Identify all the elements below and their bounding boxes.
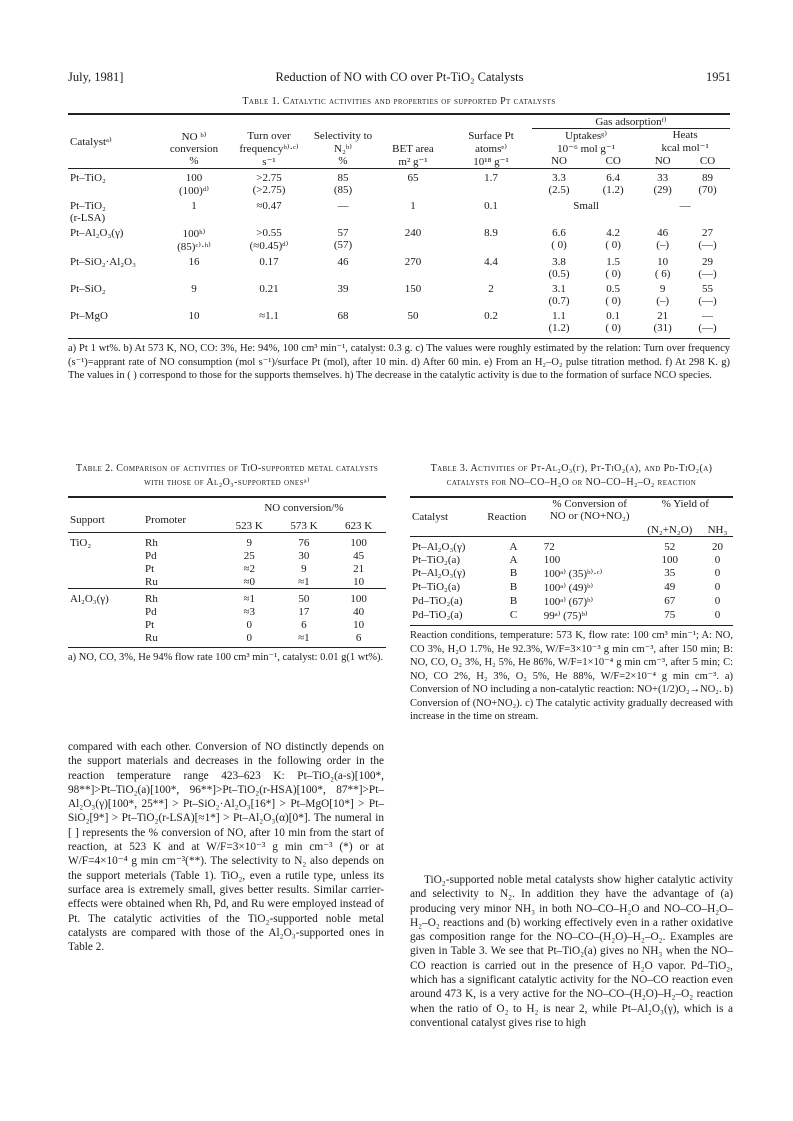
cell-support: TiO₂ — [70, 537, 92, 549]
cell-heat-no: 10 ( 6) — [654, 256, 671, 280]
cell-conversion: 100 — [543, 554, 561, 566]
cell-523k: ≈0 — [243, 576, 255, 588]
cell-no-conversion: 10 — [188, 310, 200, 322]
th-uptake-no: NO — [551, 155, 567, 167]
header-title: Reduction of NO with CO over Pt-TiO₂ Catalysts — [275, 70, 524, 84]
cell-catalyst: Pt–TiO₂(a) — [412, 581, 461, 593]
cell-heat-co: 29 (—) — [698, 256, 717, 280]
table-row — [68, 307, 730, 334]
table-3-grid — [410, 496, 733, 622]
cell-selectivity: — — [337, 200, 349, 212]
th-573k: 573 K — [290, 520, 318, 532]
cell-yield-n2: 100 — [661, 554, 679, 566]
cell-surface-pt: 4.4 — [484, 256, 498, 268]
table-row — [410, 553, 733, 566]
th-promoter: Promoter — [145, 514, 186, 526]
cell-catalyst: Pt–Al₂O₃(γ) — [412, 541, 466, 553]
cell-conversion: 100ᵃ⁾ (67)ᵇ⁾ — [543, 596, 594, 608]
cell-623k: 6 — [355, 632, 362, 644]
cell-bet: 270 — [404, 256, 422, 268]
table-3-caption: Table 3. Activities of Pt-Al₂O₃(γ), Pt-TiO₂(a), and Pd-TiO₂(a) catalysts for NO–CO–H₂O or NO–CO–H₂–O₂ reaction — [430, 463, 713, 488]
cell-promoter: Pd — [145, 550, 157, 562]
cell-catalyst: Pt–TiO₂(a) — [412, 554, 461, 566]
cell-bet: 65 — [407, 172, 419, 184]
cell-support — [68, 618, 143, 631]
cell-catalyst: Pt–Al₂O₃(γ) — [412, 567, 466, 579]
cell-selectivity: 85 (85) — [333, 172, 353, 196]
cell-reaction: A — [509, 554, 518, 566]
th-selectivity: Selectivity to N₂ᵇ⁾ — [313, 130, 373, 155]
cell-reaction: C — [509, 609, 518, 621]
table-2-grid — [68, 496, 386, 644]
cell-623k: 100 — [350, 593, 367, 605]
cell-uptake-no: 3.8 (0.5) — [548, 256, 570, 280]
cell-573k: 30 — [298, 550, 310, 562]
cell-heats: — — [679, 200, 691, 212]
cell-catalyst: Pt–Al₂O₃(γ) — [70, 227, 124, 239]
cell-support — [68, 562, 143, 575]
cell-support — [68, 549, 143, 562]
cell-heat-co: 27 (—) — [698, 227, 717, 251]
cell-surface-pt: 0.2 — [484, 310, 498, 322]
table-row — [68, 253, 730, 280]
cell-catalyst: Pd–TiO₂(a) — [412, 609, 463, 621]
cell-623k: 40 — [353, 606, 365, 618]
table-row — [68, 605, 386, 618]
cell-uptake-no: 3.3 (2.5) — [548, 172, 570, 196]
cell-selectivity: 46 — [337, 256, 349, 268]
cell-uptake-no: 6.6 ( 0) — [551, 227, 567, 251]
cell-selectivity: 39 — [337, 283, 349, 295]
th-reaction: Reaction — [487, 511, 527, 523]
paragraph: TiO₂-supported noble metal catalysts show higher catalytic activity and selectivity to N₂. In addition they have the advantage of (a) producing very minor NH₃ in both NO–CO–H₂O and NO–CO–H₂O–H₂–O₂ reactions and (b) working effectively even in a rather oxidative gas composition range for the NO–CO–(H₂O)–H₂–O₂. Examples are given in Table 3. We see that Pt–TiO₂(a) gives no NH₃ when the NO–CO reaction is carried out in the presence of H₂O vapor. Pd–TiO₂, which has a significant catalytic activity for the NO–CO reaction even around 473 K, is a very active for the NO–CO–(H₂O)–H₂–O₂ reaction when the ratio of O₂ to H₂ is near 2, while Pt–Al₂O₃(γ), which is a conventional catalyst gives rise to high — [410, 874, 733, 1029]
cell-523k: ≈2 — [243, 563, 255, 575]
table-row — [68, 169, 730, 198]
cell-573k: 6 — [301, 619, 307, 631]
cell-bet: 150 — [404, 283, 422, 295]
cell-reaction: B — [509, 567, 518, 579]
th-bet-unit: m² g⁻¹ — [398, 156, 428, 168]
cell-523k: ≈3 — [243, 606, 255, 618]
cell-623k: 10 — [353, 619, 365, 631]
table-row — [68, 197, 730, 224]
th-catalyst: Catalystᵃ⁾ — [70, 136, 112, 148]
cell-surface-pt: 2 — [488, 283, 494, 295]
cell-573k: 17 — [298, 606, 310, 618]
table-row — [68, 575, 386, 589]
cell-bet: 240 — [404, 227, 422, 239]
cell-surface-pt: 1.7 — [484, 172, 498, 184]
th-n2-n2o: (N₂+N₂O) — [647, 524, 693, 536]
cell-523k: 0 — [246, 632, 252, 644]
th-surface-pt: Surface Pt atomsᵉ⁾ — [468, 130, 514, 155]
th-uptake-co: CO — [605, 155, 621, 167]
cell-no-conversion: 16 — [188, 256, 200, 268]
cell-catalyst: Pt–TiO₂ — [70, 172, 106, 184]
table-1-caption: Table 1. Catalytic activities and properties of supported Pt catalysts — [242, 96, 556, 107]
table-row — [68, 549, 386, 562]
th-heats: Heats kcal mol⁻¹ — [661, 129, 709, 154]
cell-conversion: 100ᵃ⁾ (49)ᵇ⁾ — [543, 582, 594, 594]
th-sel-unit: % — [338, 155, 348, 167]
cell-uptake-no: 1.1 (1.2) — [548, 310, 570, 334]
table-row — [410, 566, 733, 580]
cell-yield-nh3: 0 — [714, 581, 721, 593]
cell-promoter: Pt — [145, 563, 155, 575]
cell-heat-no: 21 (31) — [653, 310, 672, 334]
th-no-conv-unit: % — [189, 155, 199, 167]
cell-yield-n2: 75 — [664, 609, 676, 621]
cell-yield-nh3: 0 — [714, 595, 721, 607]
cell-promoter: Ru — [145, 632, 158, 644]
cell-heat-co: 89 (70) — [698, 172, 717, 196]
running-header — [68, 70, 731, 90]
cell-uptake-no: 3.1 (0.7) — [548, 283, 570, 307]
cell-623k: 100 — [350, 537, 367, 549]
header-page-number: 1951 — [706, 70, 731, 84]
table-row — [410, 594, 733, 608]
cell-yield-n2: 67 — [664, 595, 676, 607]
th-gas-adsorption: Gas adsorptionᶠ⁾ — [532, 114, 730, 129]
cell-tof: ≈1.1 — [259, 310, 279, 322]
table-row — [410, 608, 733, 622]
cell-reaction: B — [509, 595, 518, 607]
cell-selectivity: 57 (57) — [333, 227, 353, 251]
cell-573k: ≈1 — [298, 632, 310, 644]
cell-heat-co: 55 (—) — [698, 283, 717, 307]
table-row — [68, 618, 386, 631]
cell-catalyst: Pt–SiO₂ — [70, 283, 106, 295]
table-1-grid — [68, 113, 730, 334]
cell-623k: 45 — [353, 550, 365, 562]
table-row — [68, 589, 386, 606]
cell-uptake-co: 0.5 ( 0) — [605, 283, 621, 307]
cell-no-conversion: 100ʰ⁾ (85)ᶜ⁾·ʰ⁾ — [177, 228, 211, 253]
cell-reaction: A — [509, 541, 518, 553]
table-1 — [68, 96, 730, 383]
th-conversion: % Conversion of NO or (NO+NO₂) — [549, 498, 630, 522]
cell-no-conversion: 1 — [191, 200, 197, 212]
cell-support — [68, 631, 143, 644]
cell-promoter: Rh — [145, 593, 158, 605]
cell-promoter: Rh — [145, 537, 158, 549]
cell-523k: 25 — [243, 550, 255, 562]
cell-yield-n2: 49 — [664, 581, 676, 593]
cell-yield-n2: 35 — [664, 567, 676, 579]
cell-reaction: B — [509, 581, 518, 593]
th-yield: % Yield of — [661, 498, 709, 510]
cell-surface-pt: 0.1 — [484, 200, 498, 212]
cell-523k: 9 — [246, 537, 252, 549]
cell-623k: 21 — [353, 563, 365, 575]
th-bet: BET area — [392, 143, 434, 155]
cell-no-conversion: 100 (100)ᵈ⁾ — [179, 172, 209, 197]
table-3 — [410, 462, 733, 724]
cell-uptake-co: 1.5 ( 0) — [605, 256, 621, 280]
table-row — [410, 580, 733, 594]
cell-573k: 9 — [301, 563, 307, 575]
cell-523k: 0 — [246, 619, 252, 631]
th-523k: 523 K — [235, 520, 263, 532]
table-row — [68, 631, 386, 644]
th-no-conversion: NO ᵇ⁾ conversion — [169, 131, 219, 155]
cell-selectivity: 68 — [337, 310, 349, 322]
table-row — [68, 533, 386, 550]
cell-bet: 1 — [410, 200, 416, 212]
cell-catalyst: Pt–SiO₂·Al₂O₃ — [70, 256, 136, 268]
cell-yield-nh3: 0 — [714, 554, 721, 566]
cell-promoter: Pd — [145, 606, 157, 618]
cell-conversion: 100ᵃ⁾ (35)ᵇ⁾·ᶜ⁾ — [543, 568, 603, 580]
th-623k: 623 K — [345, 520, 373, 532]
cell-catalyst: Pt–TiO₂ (r-LSA) — [70, 200, 106, 224]
cell-surface-pt: 8.9 — [484, 227, 498, 239]
cell-tof: 0.17 — [259, 256, 279, 268]
th-uptakes: Uptakesᵍ⁾ 10⁻⁶ mol g⁻¹ — [557, 130, 616, 155]
cell-623k: 10 — [353, 576, 365, 588]
cell-support — [68, 605, 143, 618]
paragraph: compared with each other. Conversion of NO distinctly depends on the support materials and decreases in the following order in the reaction temperature range 423–623 K: Pt–TiO₂(a-s)[100*, 98**]>Pt–TiO₂(a)[100*, 96**]>Pt–TiO₂(r-HSA)[100*, 87**]>Pt–Al₂O₃(γ)[100*, 25**] > Pt–SiO₂·Al₂O₃[16*] > Pt–MgO[10*] > Pt–SiO₂[9*] > Pt–TiO₂(r-LSA)[≈1*] > Pt–Al₂O₃(α)[0*]. The numeral in [ ] represents the % conversion of NO, after 10 min from the start of reaction, at 523 K and at W/F=3×10⁻³ g min cm⁻³ (*) or at W/F=4×10⁻⁴ g min cm⁻³(**). The selectivity to N₂ also depends on the support meterials (Table 1). TiO₂, even a rutile type, unless its surface area is extremely small, gives better results. Similar carrier-effects were obtained when Rh, Pd, and Ru were employed instead of Pt. The catalytic activities of the TiO₂-supported noble metal catalysts are compared with those of the Al₂O₃-supported ones in Table 2. — [68, 741, 384, 954]
cell-heat-no: 46 (–) — [656, 227, 670, 251]
cell-uptake-co: 4.2 ( 0) — [605, 227, 621, 251]
cell-uptake-co: 6.4 (1.2) — [602, 172, 624, 196]
cell-tof: >0.55 (≈0.45)ᵈ⁾ — [249, 227, 289, 252]
cell-promoter: Pt — [145, 619, 155, 631]
table-row — [68, 562, 386, 575]
cell-catalyst: Pt–MgO — [70, 310, 108, 322]
header-date: July, 1981] — [68, 70, 124, 84]
table-3-footnote: Reaction conditions, temperature: 573 K, flow rate: 100 cm³ min⁻¹; A: NO, CO 3%, H₂O 1.7%, He 92.3%, W/F=3×10⁻³ g min cm⁻³, after 150 min; B: NO, CO, O₂ 3%, H₂ 5%, He 86%, W/F=1×10⁻⁴ g min cm⁻³, after 5 min; C: NO, CO 2%, H₂ 3%, O₂ 5%, He 88%, W/F=2×10⁻⁴ g min cm⁻³. a) Conversion of NO including a non-catalytic reaction: NO+(1/2)O₂→NO₂. b) Conversion of (NO+NO₂). c) The catalytic activity gradually decreased with increase in the time on stream. — [410, 625, 733, 724]
cell-heat-co: — (—) — [698, 310, 717, 334]
th-support: Support — [70, 514, 105, 526]
cell-tof: 0.21 — [259, 283, 279, 295]
cell-conversion: 72 — [543, 541, 555, 553]
cell-uptakes: Small — [573, 200, 599, 212]
cell-tof: >2.75 (>2.75) — [252, 172, 286, 196]
cell-conversion: 99ᵃ⁾ (75)ᵇ⁾ — [543, 610, 588, 622]
cell-heat-no: 33 (29) — [653, 172, 672, 196]
cell-yield-n2: 52 — [664, 541, 676, 553]
cell-support: Al₂O₃(γ) — [70, 593, 109, 605]
cell-573k: 50 — [298, 593, 310, 605]
cell-573k: 76 — [298, 537, 310, 549]
cell-tof: ≈0.47 — [256, 200, 282, 212]
cell-yield-nh3: 20 — [711, 541, 723, 553]
th-catalyst: Catalyst — [412, 511, 449, 523]
th-no-conversion: NO conversion/% — [264, 502, 344, 514]
cell-573k: ≈1 — [298, 576, 310, 588]
table-1-footnote: a) Pt 1 wt%. b) At 573 K, NO, CO: 3%, He: 94%, 100 cm³ min⁻¹, catalyst: 0.3 g. c) The values were roughly estimated by the relation: Turn over frequency (s⁻¹)=apprant rate of NO consumption (mol s⁻¹)/surface Pt (mol), after 10 min. d) After 60 min. e) From an H₂–O₂ pulse titration method. f) At 298 K. g) The values in ( ) correspond to those for the supports themselves. h) The decrease in the catalytic activity is due to the formation of surface NCO species. — [68, 338, 730, 383]
th-nh3: NH₃ — [707, 524, 728, 536]
cell-promoter: Ru — [145, 576, 158, 588]
cell-heat-no: 9 (–) — [656, 283, 670, 307]
table-row — [410, 537, 733, 554]
table-2 — [68, 462, 386, 665]
table-2-caption: Table 2. Comparison of activities of TiO-supported metal catalysts with those of Al₂O₃-supported onesᵃ⁾ — [75, 463, 379, 488]
cell-support — [68, 575, 143, 589]
cell-uptake-co: 0.1 ( 0) — [605, 310, 621, 334]
th-heat-no: NO — [654, 155, 671, 167]
body-text-left — [68, 740, 384, 954]
table-row — [68, 280, 730, 307]
body-text-right — [410, 873, 733, 1030]
table-2-footnote: a) NO, CO, 3%, He 94% flow rate 100 cm³ min⁻¹, catalyst: 0.01 g(1 wt%). — [68, 647, 386, 665]
cell-yield-nh3: 0 — [714, 609, 721, 621]
cell-523k: ≈1 — [243, 593, 255, 605]
cell-yield-nh3: 0 — [714, 567, 721, 579]
th-tof: Turn over frequencyᵇ⁾·ᶜ⁾ — [239, 130, 299, 155]
cell-catalyst: Pd–TiO₂(a) — [412, 595, 463, 607]
th-spt-unit: 10¹⁸ g⁻¹ — [473, 156, 509, 168]
th-tof-unit: s⁻¹ — [262, 156, 276, 168]
table-row — [68, 224, 730, 253]
cell-no-conversion: 9 — [191, 283, 197, 295]
th-heat-co: CO — [699, 155, 716, 167]
cell-bet: 50 — [407, 310, 419, 322]
